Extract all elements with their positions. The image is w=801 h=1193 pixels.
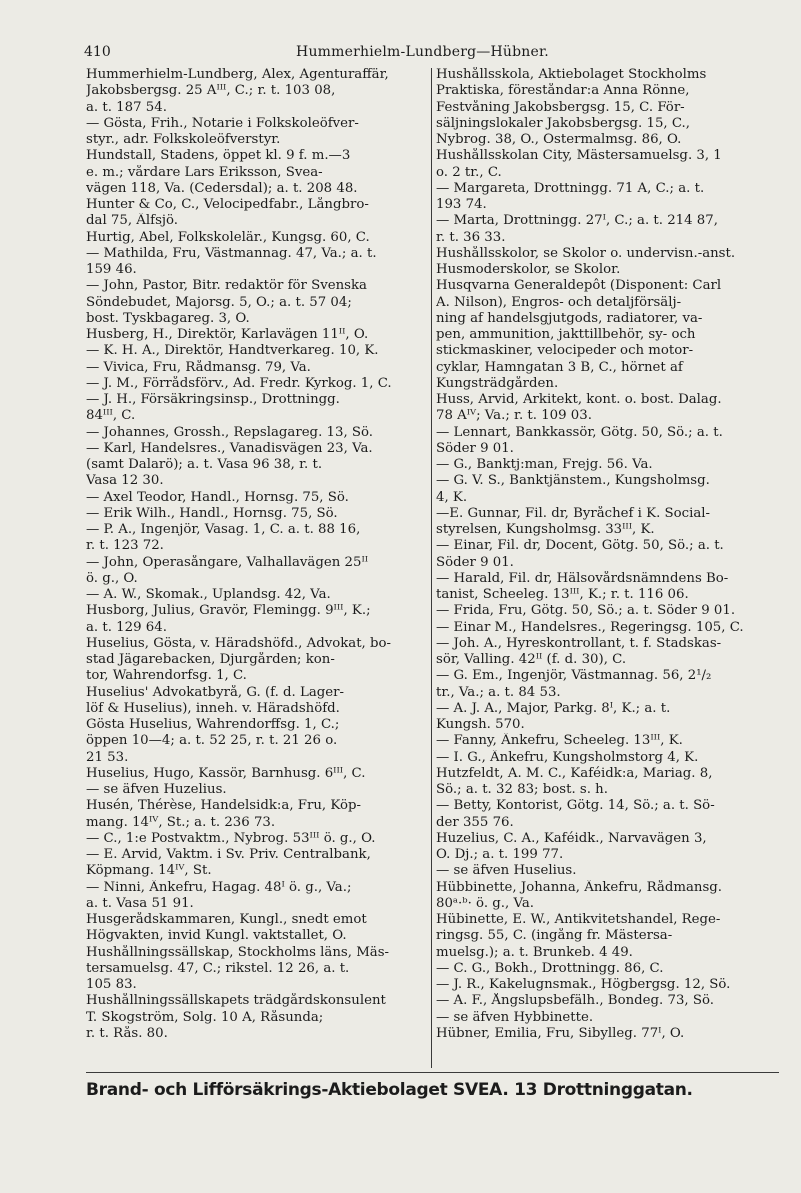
directory-entry-line: — A. F., Ångslupsbefälh., Bondeg. 73, Sö. [436,993,714,1009]
directory-entry-line: — G. V. S., Banktjänstem., Kungsholmsg. [436,473,710,489]
directory-entry-line: Hushållsskola, Aktiebolaget Stockholms [436,67,707,82]
directory-entry-line: löf & Huselius), inneh. v. Häradshöfd. [86,700,340,716]
directory-entry-line: 105 83. [86,977,137,992]
directory-entry-line: — Marta, Drottningg. 27ᴵ, C.; a. t. 214 87, [436,213,718,229]
directory-entry-line: Hushållsskolor, se Skolor o. undervisn.-anst. [436,245,736,261]
column-divider [431,68,432,1068]
directory-entry-line: — Frida, Fru, Götg. 50, Sö.; a. t. Söder 9 01. [436,603,736,619]
page-header [84,44,761,66]
directory-entry-line: Hübinette, E. W., Antikvitetshandel, Rege- [436,912,721,927]
directory-entry-line: tanist, Scheeleg. 13ᴵᴵᴵ, K.; r. t. 116 06. [436,587,689,602]
directory-entry-line: Jakobsbergsg. 25 Aᴵᴵᴵ, C.; r. t. 103 08, [86,83,336,99]
directory-entry-line: Hushållsskolan City, Mästersamuelsg. 3, 1 [436,148,722,164]
directory-entry-line: — se äfven Hybbinette. [436,1009,594,1025]
directory-entry-line: a. t. 129 64. [86,619,167,635]
directory-entry-line: Hundstall, Stadens, öppet kl. 9 f. m.—3 [86,148,351,164]
directory-entry-line: Huselius, Hugo, Kassör, Barnhusg. 6ᴵᴵᴵ, C. [86,765,366,781]
directory-entry-line: — Einar M., Handelsres., Regeringsg. 105, C. [436,619,744,635]
directory-entry-line: — A. W., Skomak., Uplandsg. 42, Va. [86,587,331,602]
directory-entry-line: bost. Tyskbagareg. 3, Ö. [86,310,250,326]
directory-entry-line: Hunter & Co, C., Velocipedfabr., Långbro- [86,197,369,212]
directory-entry-line: muelsg.); a. t. Brunkeb. 4 49. [436,944,633,960]
directory-entry-line: —E. Gunnar, Fil. dr, Byråchef i K. Social- [436,505,711,521]
directory-entry-line: — Vivica, Fru, Rådmansg. 79, Va. [86,359,311,375]
directory-entry-line: Köpmang. 14ᴵⱽ, St. [86,863,212,879]
directory-entry-line: tersamuelsg. 47, C.; rikstel. 12 26, a. t. [86,960,350,976]
directory-entry-line: cyklar, Hamngatan 3 B, C., hörnet af [436,359,683,375]
directory-entry-line: — John, Pastor, Bitr. redaktör för Svenska [86,278,367,294]
directory-entry-line: — C., 1:e Postvaktm., Nybrog. 53ᴵᴵᴵ ö. g., Ö. [86,830,376,846]
left-column [86,67,429,1042]
directory-entry-line: — Johannes, Grossh., Repslagareg. 13, Sö. [86,424,374,440]
directory-entry-line: e. m.; vårdare Lars Eriksson, Svea- [86,164,323,180]
running-head: Hummerhielm-Lundberg—Hübner. [296,44,549,60]
directory-entry-line: 4, K. [436,489,468,505]
directory-entry-line: a. t. 187 54. [86,99,167,115]
directory-entry-line: — K. H. A., Direktör, Handtverkareg. 10, K. [86,343,379,359]
directory-entry-line: stickmaskiner, velocipeder och motor- [436,343,694,359]
directory-entry-line: Hummerhielm-Lundberg, Alex, Agenturaffär, [86,67,389,82]
directory-entry-line: Hübner, Emilia, Fru, Sibylleg. 77ᴵ, Ö. [436,1025,685,1041]
directory-entry-line: Husmoderskolor, se Skolor. [436,262,621,277]
directory-entry-line: Kungsträdgården. [436,375,559,391]
directory-entry-line: Huselius, Gösta, v. Häradshöfd., Advokat, bo- [86,635,392,651]
directory-entry-line: — se äfven Huselius. [436,863,577,879]
directory-entry-line: A. Nilson), Engros- och detaljförsälj- [436,294,682,310]
directory-entry-line: Hushållningssällskapets trädgårdskonsulent [86,993,386,1009]
directory-entry-line: — Fanny, Änkefru, Scheeleg. 13ᴵᴵᴵ, K. [436,733,683,749]
directory-entry-line: Vasa 12 30. [86,473,164,489]
directory-entry-line: — Ninni, Änkefru, Hagag. 48ᴵ ö. g., Va.; [86,879,352,895]
directory-entry-line: — E. Arvid, Vaktm. i Sv. Priv. Centralbank, [86,847,371,862]
directory-entry-line: Husberg, H., Direktör, Karlavägen 11ᴵᴵ, Ö. [86,327,369,342]
directory-entry-line: Hübbinette, Johanna, Änkefru, Rådmansg. [436,879,723,895]
directory-entry-line: ringsg. 55, C. (ingång fr. Mästersa- [436,928,673,944]
directory-entry-line: — I. G., Änkefru, Kungsholmstorg 4, K. [436,749,699,765]
directory-entry-line: — Mathilda, Fru, Västmannag. 47, Va.; a. t. [86,245,377,261]
directory-entry-line: sör, Valling. 42ᴵᴵ (f. d. 30), C. [436,652,627,667]
directory-entry-line: r. t. 36 33. [436,229,506,245]
directory-entry-line: r. t. Rås. 80. [86,1025,168,1041]
directory-entry-line: Hutzfeldt, A. M. C., Kaféidk:a, Mariag. 8, [436,765,713,781]
directory-entry-line: — J. H., Försäkringsinsp., Drottningg. [86,392,340,407]
directory-entry-line: — Axel Teodor, Handl., Hornsg. 75, Sö. [86,489,349,505]
directory-entry-line: — P. A., Ingenjör, Vasag. 1, C. a. t. 88 16, [86,522,361,537]
directory-entry-line: T. Skogström, Solg. 10 A, Råsunda; [86,1009,324,1025]
directory-entry-line: — J. M., Förrådsförv., Ad. Fredr. Kyrkog. 1, C. [86,375,392,391]
directory-entry-line: 159 46. [86,262,137,277]
directory-entry-line: ning af handelsgjutgods, radiatorer, va- [436,310,703,326]
directory-entry-line: tr., Va.; a. t. 84 53. [436,684,561,700]
directory-entry-line: styrelsen, Kungsholmsg. 33ᴵᴵᴵ, K. [436,522,655,537]
directory-entry-line: 78 Aᴵⱽ; Va.; r. t. 109 03. [436,408,592,424]
directory-entry-line: — Einar, Fil. dr, Docent, Götg. 50, Sö.; a. t. [436,538,724,554]
directory-entry-line: 80ᵃ·ᵇ· ö. g., Va. [436,895,534,911]
directory-entry-line: — se äfven Huzelius. [86,782,227,797]
directory-entry-line: — C. G., Bokh., Drottningg. 86, C. [436,960,664,976]
directory-entry-line: Husén, Thérèse, Handelsidk:a, Fru, Köp- [86,798,361,814]
directory-entry-line: Praktiska, föreståndar:a Anna Rönne, [436,83,690,99]
directory-entry-line: tor, Wahrendorfsg. 1, C. [86,668,247,684]
directory-entry-line: — A. J. A., Major, Parkg. 8ᴵ, K.; a. t. [436,700,671,716]
directory-entry-line: — G., Banktj:man, Frejg. 56. Va. [436,457,653,472]
page-number: 410 [84,44,111,60]
directory-entry-line: Sö.; a. t. 32 83; bost. s. h. [436,782,608,797]
directory-entry-line: vägen 118, Va. (Cedersdal); a. t. 208 48. [86,180,358,196]
directory-entry-line: — Harald, Fil. dr, Hälsovårdsnämndens Bo- [436,570,729,586]
directory-entry-line: Huselius' Advokatbyrå, G. (f. d. Lager- [86,684,344,700]
directory-entry-line: — Erik Wilh., Handl., Hornsg. 75, Sö. [86,505,338,521]
directory-entry-line: Högvakten, invid Kungl. vaktstallet, Ö. [86,928,347,944]
directory-entry-line: Husborg, Julius, Gravör, Flemingg. 9ᴵᴵᴵ, K.; [86,603,371,619]
directory-entry-line: Festvåning Jakobsbergsg. 15, C. För- [436,99,685,115]
directory-entry-line: Hushållningssällskap, Stockholms läns, Mäs- [86,944,390,960]
directory-entry-line: Nybrog. 38, Ö., Östermalmsg. 86, Ö. [436,132,682,147]
directory-entry-line: Ö. Dj.; a. t. 199 77. [436,847,564,862]
directory-entry-line: — J. R., Kakelugnsmak., Högbergsg. 12, Sö. [436,977,731,992]
directory-entry-line: der 355 76. [436,814,514,830]
directory-entry-line: ö. g., Ö. [86,570,138,586]
directory-entry-line: styr., adr. Folkskoleöfverstyr. [86,132,281,147]
directory-entry-line: Hurtig, Abel, Folkskolelär., Kungsg. 60, C. [86,229,370,245]
footer-rule [86,1072,779,1073]
directory-entry-line: Huss, Arvid, Arkitekt, kont. o. bost. Dalag. [436,392,722,407]
directory-entry-line: o. 2 tr., C. [436,164,502,180]
directory-entry-line: — John, Operasångare, Valhallavägen 25ᴵᴵ [86,554,369,570]
directory-entry-line: — Lennart, Bankkassör, Götg. 50, Sö.; a. t. [436,424,723,440]
directory-entry-line: Husqvarna Generaldepôt (Disponent: Carl [436,278,722,294]
directory-entry-line: Söndebudet, Majorsg. 5, Ö.; a. t. 57 04; [86,294,352,310]
directory-entry-line: r. t. 123 72. [86,538,164,554]
directory-entry-line: — Gösta, Frih., Notarie i Folkskoleöfver- [86,115,359,131]
directory-entry-line: — Margareta, Drottningg. 71 A, C.; a. t. [436,180,705,196]
directory-entry-line: Gösta Huselius, Wahrendorffsg. 1, C.; [86,717,340,732]
directory-entry-line: Husgerådskammaren, Kungl., snedt emot [86,912,367,927]
directory-entry-line: mang. 14ᴵⱽ, St.; a. t. 236 73. [86,814,276,830]
directory-entry-line: — Joh. A., Hyreskontrollant, t. f. Stadskas- [436,635,722,651]
directory-entry-line: — Karl, Handelsres., Vanadisvägen 23, Va. [86,440,373,456]
directory-entry-line: (samt Dalarö); a. t. Vasa 96 38, r. t. [86,457,323,472]
directory-entry-line: stad Jägarebacken, Djurgården; kon- [86,652,335,667]
directory-entry-line: 84ᴵᴵᴵ, C. [86,408,136,424]
directory-entry-line: dal 75, Älfsjö. [86,213,179,229]
directory-entry-line: Söder 9 01. [436,440,514,456]
directory-entry-line: säljningslokaler Jakobsbergsg. 15, C., [436,115,691,131]
directory-entry-line: öppen 10—4; a. t. 52 25, r. t. 21 26 o. [86,733,338,749]
directory-entry-line: pen, ammunition, jakttillbehör, sy- och [436,327,696,342]
directory-entry-line: 193 74. [436,197,487,212]
right-column [436,67,779,1042]
footer-advertisement: Brand- och Lifförsäkrings-Aktiebolaget SVEA. 13 Drottninggatan. [86,1080,693,1100]
directory-entry-line: Söder 9 01. [436,554,514,570]
directory-entry-line: a. t. Vasa 51 91. [86,895,194,911]
directory-entry-line: — G. Em., Ingenjör, Västmannag. 56, 2¹/₂ [436,668,712,684]
directory-entry-line: Huzelius, C. A., Kaféidk., Narvavägen 3, [436,830,707,846]
directory-entry-line: 21 53. [86,749,129,765]
directory-entry-line: Kungsh. 570. [436,717,525,732]
directory-entry-line: — Betty, Kontorist, Götg. 14, Sö.; a. t. Sö- [436,798,715,814]
